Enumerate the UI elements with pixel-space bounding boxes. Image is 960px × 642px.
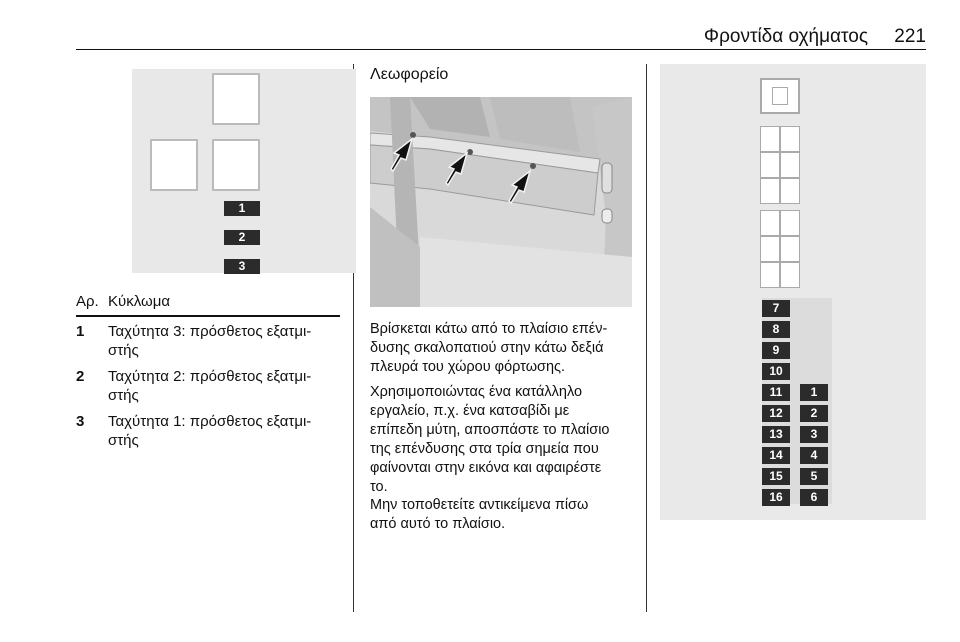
cargo-panel-drawing bbox=[370, 97, 632, 307]
legend-row-number: 1 bbox=[76, 323, 85, 340]
fuse-label-7: 7 bbox=[762, 300, 790, 317]
fuse-box-panel bbox=[132, 69, 356, 273]
legend-col-number: Αρ. bbox=[76, 293, 99, 310]
section-heading: Λεωφορείο bbox=[370, 66, 449, 83]
fuse-label-10: 10 bbox=[762, 363, 790, 380]
legend-row-text: Ταχύτητα 2: πρόσθετος εξατμι- στής bbox=[108, 368, 312, 404]
page-number: 221 bbox=[894, 26, 926, 47]
fuse-label-2: 2 bbox=[224, 230, 260, 245]
page-section-title: Φροντίδα οχήματος bbox=[703, 26, 868, 47]
relay-slot-top bbox=[212, 73, 260, 125]
fuse-label-9: 9 bbox=[762, 342, 790, 359]
fuse-label-r3: 3 bbox=[800, 426, 828, 443]
relay-slot-left bbox=[150, 139, 198, 191]
column-divider-right bbox=[646, 64, 647, 612]
legend-row-number: 3 bbox=[76, 413, 85, 430]
paragraph-instructions: Χρησιμοποιώντας ένα κατάλληλο εργαλείο, π.χ. ένα κατσαβίδι με επίπεδη μύτη, αποσπάστε το πλαίσιο της επένδυσης στα τρία σημεία που φαίνονται στην εικόνα και αφαιρέστε το. bbox=[370, 384, 610, 495]
legend-row-number: 2 bbox=[76, 368, 85, 385]
fuse-label-16: 16 bbox=[762, 489, 790, 506]
legend-col-circuit: Κύκλωμα bbox=[108, 293, 171, 310]
paragraph-warning: Μην τοποθετείτε αντικείμενα πίσω από αυτό το πλαίσιο. bbox=[370, 497, 589, 532]
fuse-label-r2: 2 bbox=[800, 405, 828, 422]
fuse-label-1: 1 bbox=[224, 201, 260, 216]
fuse-label-15: 15 bbox=[762, 468, 790, 485]
fuse-label-r5: 5 bbox=[800, 468, 828, 485]
fuse-label-r1: 1 bbox=[800, 384, 828, 401]
cargo-area-illustration bbox=[370, 97, 632, 307]
fuse-box-diagram-large bbox=[660, 64, 926, 520]
fuse-label-8: 8 bbox=[762, 321, 790, 338]
relay-slot-right bbox=[212, 139, 260, 191]
legend-header bbox=[76, 289, 340, 317]
legend-row-text: Ταχύτητα 1: πρόσθετος εξατμι- στής bbox=[108, 413, 312, 449]
fuse-label-14: 14 bbox=[762, 447, 790, 464]
fuse-label-r6: 6 bbox=[800, 489, 828, 506]
fuse-label-13: 13 bbox=[762, 426, 790, 443]
fuse-box-diagram-small bbox=[76, 65, 338, 274]
paragraph-location: Βρίσκεται κάτω από το πλαίσιο επέν- δυσης σκαλοπατιού στην κάτω δεξιά πλευρά του χώρου φόρτωσης. bbox=[370, 321, 608, 375]
legend-row-text: Ταχύτητα 3: πρόσθετος εξατμι- στής bbox=[108, 323, 312, 359]
fuse-label-r4: 4 bbox=[800, 447, 828, 464]
header-rule bbox=[76, 49, 926, 50]
fuse-label-11: 11 bbox=[762, 384, 790, 401]
relay-slot-single bbox=[760, 78, 800, 114]
fuse-label-12: 12 bbox=[762, 405, 790, 422]
fuse-label-3: 3 bbox=[224, 259, 260, 274]
